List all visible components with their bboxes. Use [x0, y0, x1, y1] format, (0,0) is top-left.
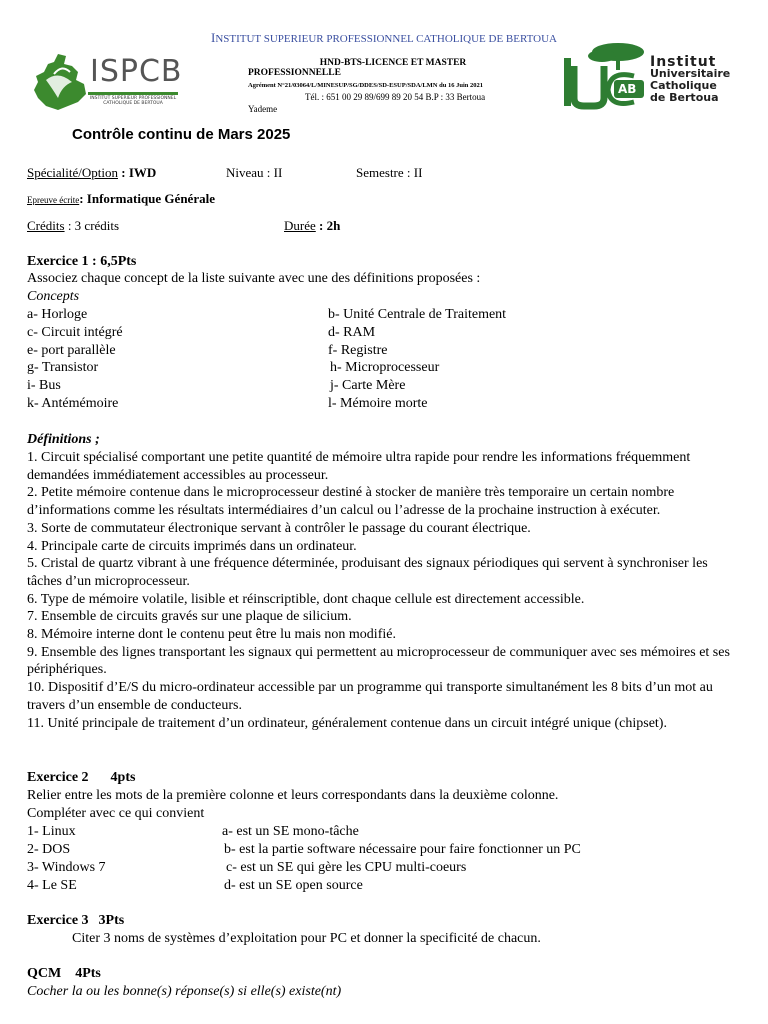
definition-item: 7. Ensemble de circuits gravés sur une plaque de silicium. — [27, 609, 352, 625]
duration: Durée : 2h — [284, 218, 341, 233]
ex2-instruction-2: Compléter avec ce qui convient — [27, 806, 205, 821]
concept-item: a- Horloge — [27, 307, 88, 322]
semester: Semestre : II — [356, 165, 423, 180]
ex2-left-item: 1- Linux — [27, 824, 76, 839]
ex2-title: Exercice 2 4pts — [27, 770, 136, 785]
concept-item: b- Unité Centrale de Traitement — [328, 307, 507, 322]
concept-item: k- Antémémoire — [27, 396, 119, 411]
ex2-right-item: a- est un SE mono-tâche — [222, 824, 359, 839]
ex2-instruction: Relier entre les mots de la première colonne et leurs correspondants dans la deuxième colonne. — [27, 788, 559, 803]
concept-item: g- Transistor — [27, 360, 99, 375]
qcm-instruction: Cocher la ou les bonne(s) réponse(s) si elle(s) existe(nt) — [27, 984, 342, 999]
concept-item: h- Microprocesseur — [330, 360, 440, 375]
concept-item: l- Mémoire morte — [328, 396, 428, 411]
ex2-right-item: d- est un SE open source — [224, 878, 363, 893]
definition-item: 10. Dispositif d’E/S du micro-ordinateur accessible par un programme qui transporte simultanément les 8 bits d’un mot au travers d’un ensemble de conducteurs. — [27, 680, 713, 713]
programs-heading: HND-BTS-LICENCE ET MASTER PROFESSIONNELLE — [248, 58, 467, 78]
definition-item: 5. Cristal de quartz vibrant à une fréquence déterminée, produisant des signaux périodiques qui servent à synchroniser les tâches d’un microprocesseur. — [27, 556, 708, 589]
ispcb-logo-subtext: INSTITUT SUPERIEUR PROFESSIONNEL CATHOLIQUE DE BERTOUA — [89, 96, 177, 106]
ispcb-underline — [88, 92, 178, 95]
ex1-instruction: Associez chaque concept de la liste suivante avec une des définitions proposées : — [27, 271, 481, 286]
qcm-title: QCM 4Pts — [27, 966, 101, 981]
concept-item: c- Circuit intégré — [27, 325, 123, 340]
ex2-right-item: b- est la partie software nécessaire pour faire fonctionner un PC — [224, 842, 581, 857]
contact-line: Tél. : 651 00 29 89/699 89 20 54 B.P : 33 Bertoua — [305, 92, 486, 102]
credits: Crédits : 3 crédits — [27, 218, 120, 233]
concepts-label: Concepts — [27, 289, 80, 304]
definition-item: 3. Sorte de commutateur électronique servant à contrôler le passage du courant électrique. — [27, 520, 531, 536]
ex2-left-item: 2- DOS — [27, 842, 71, 857]
concept-item: j- Carte Mère — [330, 378, 406, 393]
ex2-left-item: 4- Le SE — [27, 878, 77, 893]
ex2-left-item: 3- Windows 7 — [27, 860, 106, 875]
definitions-list — [27, 449, 732, 732]
tree-icon — [560, 40, 650, 116]
definition-item: 9. Ensemble des lignes transportant les signaux qui permettent au microprocesseur de communiquer avec ses mémoires et ses périphériques. — [27, 644, 730, 678]
ispcb-logo-text: ISPCB — [90, 54, 183, 89]
ucab-name: Institut Universitaire Catholique de Bertoua — [650, 54, 731, 104]
ex3-title: Exercice 3 3Pts — [27, 913, 125, 928]
definition-item: 6. Type de mémoire volatile, lisible et réinscriptible, dont chaque cellule est directement accessible. — [27, 591, 585, 607]
concept-item: f- Registre — [328, 343, 388, 358]
level: Niveau : II — [226, 165, 283, 180]
epreuve: Epreuve écrite: Informatique Générale — [27, 191, 215, 206]
concept-item: i- Bus — [27, 378, 61, 393]
agrement-line: Agrément N°21/03064/L/MINESUP/SG/DDES/SD-ESUP/SDA/LMN du 16 Juin 2021 — [248, 82, 483, 89]
ex2-right-item: c- est un SE qui gère les CPU multi-coeurs — [226, 860, 467, 875]
definition-item: 1. Circuit spécialisé comportant une petite quantité de mémoire ultra rapide pour rendre les informations fréquemment demandées immédiatement accessibles au processeur. — [27, 450, 691, 483]
ex1-title: Exercice 1 : 6,5Pts — [27, 254, 137, 269]
definitions-label: Définitions ; — [27, 432, 100, 447]
speciality: Spécialité/Option : IWD — [27, 165, 157, 180]
ucab-letters: AB — [618, 82, 637, 96]
cameroon-map-icon — [28, 50, 90, 114]
institute-title: INSTITUT SUPERIEUR PROFESSIONNEL CATHOLIQUE DE BERTOUA — [210, 30, 558, 45]
definition-item: 2. Petite mémoire contenue dans le microprocesseur destiné à stocker de manière très temporaire un certain nombre d’informations comme les résultats intermédiaires d’un calcul ou l’adresse de la prochaine instruction à exécuter. — [27, 485, 675, 519]
definition-item: 11. Unité principale de traitement d’un ordinateur, généralement contenue dans un circuit intégré unique (chipset). — [27, 715, 667, 731]
ex3-instruction: Citer 3 noms de systèmes d’exploitation pour PC et donner la specificité de chacun. — [72, 931, 541, 946]
city-line: Yademe — [248, 104, 278, 114]
definition-item: 8. Mémoire interne dont le contenu peut être lu mais non modifié. — [27, 627, 396, 643]
definition-item: 4. Principale carte de circuits imprimés dans un ordinateur. — [27, 538, 357, 554]
concept-item: e- port parallèle — [27, 343, 116, 358]
exam-title: Contrôle continu de Mars 2025 — [72, 126, 291, 143]
concept-item: d- RAM — [328, 325, 376, 340]
